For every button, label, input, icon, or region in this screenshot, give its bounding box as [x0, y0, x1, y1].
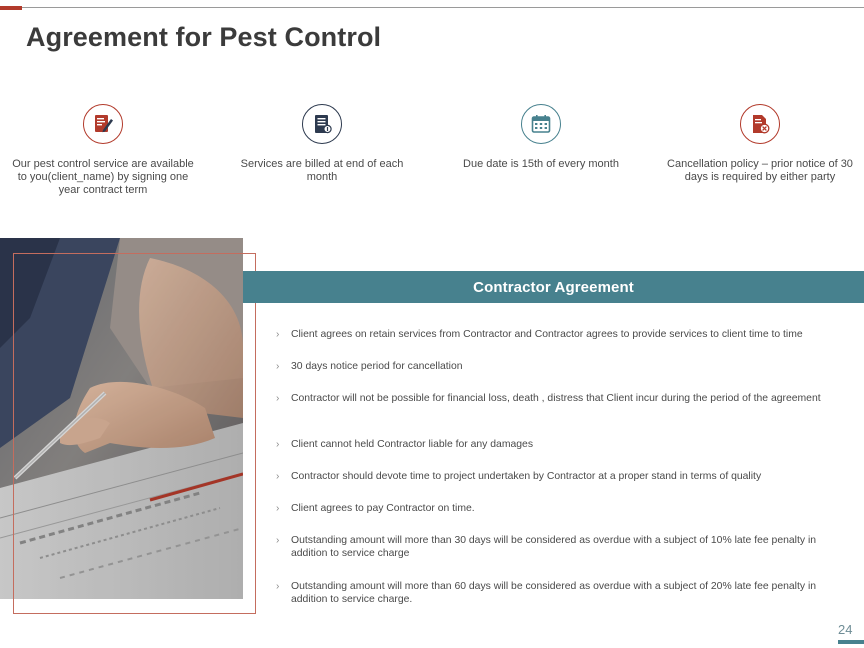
photo-frame: [13, 253, 256, 614]
top-accent-bar: [0, 6, 22, 10]
feature-text: Due date is 15th of every month: [463, 158, 619, 170]
chevron-right-icon: ›: [276, 393, 280, 404]
page-number: 24: [838, 622, 853, 637]
agreement-heading: Contractor Agreement: [473, 278, 634, 296]
list-item: › Outstanding amount will more than 60 days will be considered as overdue with a subject of 20% late fee penalty in addition to service charge.: [276, 581, 817, 605]
contract-pen-icon: [83, 104, 123, 144]
list-item: › Client cannot held Contractor liable for any damages: [276, 439, 534, 450]
feature-due-date: [446, 104, 636, 171]
page-number-bar: [838, 640, 864, 644]
feature-text: Our pest control service are available to you(client_name) by signing one year contract term: [12, 158, 194, 196]
chevron-right-icon: ›: [276, 361, 280, 372]
list-item: › Contractor should devote time to project undertaken by Contractor at a proper stand in terms of quality: [276, 471, 762, 482]
cancel-document-icon: [740, 104, 780, 144]
top-rule: [22, 7, 864, 8]
chevron-right-icon: ›: [276, 535, 280, 546]
list-item: › Client agrees on retain services from Contractor and Contractor agrees to provide services to client time to time: [276, 329, 803, 340]
chevron-right-icon: ›: [276, 439, 280, 450]
calendar-icon: [521, 104, 561, 144]
chevron-right-icon: ›: [276, 503, 280, 514]
list-item: › Outstanding amount will more than 30 days will be considered as overdue with a subject of 10% late fee penalty in addition to service charge: [276, 535, 817, 559]
feature-text: Cancellation policy – prior notice of 30 days is required by either party: [667, 158, 853, 183]
list-item: › Client agrees to pay Contractor on time.: [276, 503, 475, 514]
agreement-heading-banner: [243, 271, 864, 303]
list-item: › 30 days notice period for cancellation: [276, 361, 463, 372]
feature-cancellation: [665, 104, 855, 184]
feature-billing: [227, 104, 417, 184]
invoice-icon: [302, 104, 342, 144]
chevron-right-icon: ›: [276, 329, 280, 340]
feature-text: Services are billed at end of each month: [240, 158, 404, 183]
chevron-right-icon: ›: [276, 581, 280, 592]
page-title: Agreement for Pest Control: [26, 22, 382, 52]
chevron-right-icon: ›: [276, 471, 280, 482]
feature-contract-term: [8, 104, 198, 197]
list-item: › Contractor will not be possible for financial loss, death , distress that Client incur during the period of the agreement: [276, 393, 821, 404]
